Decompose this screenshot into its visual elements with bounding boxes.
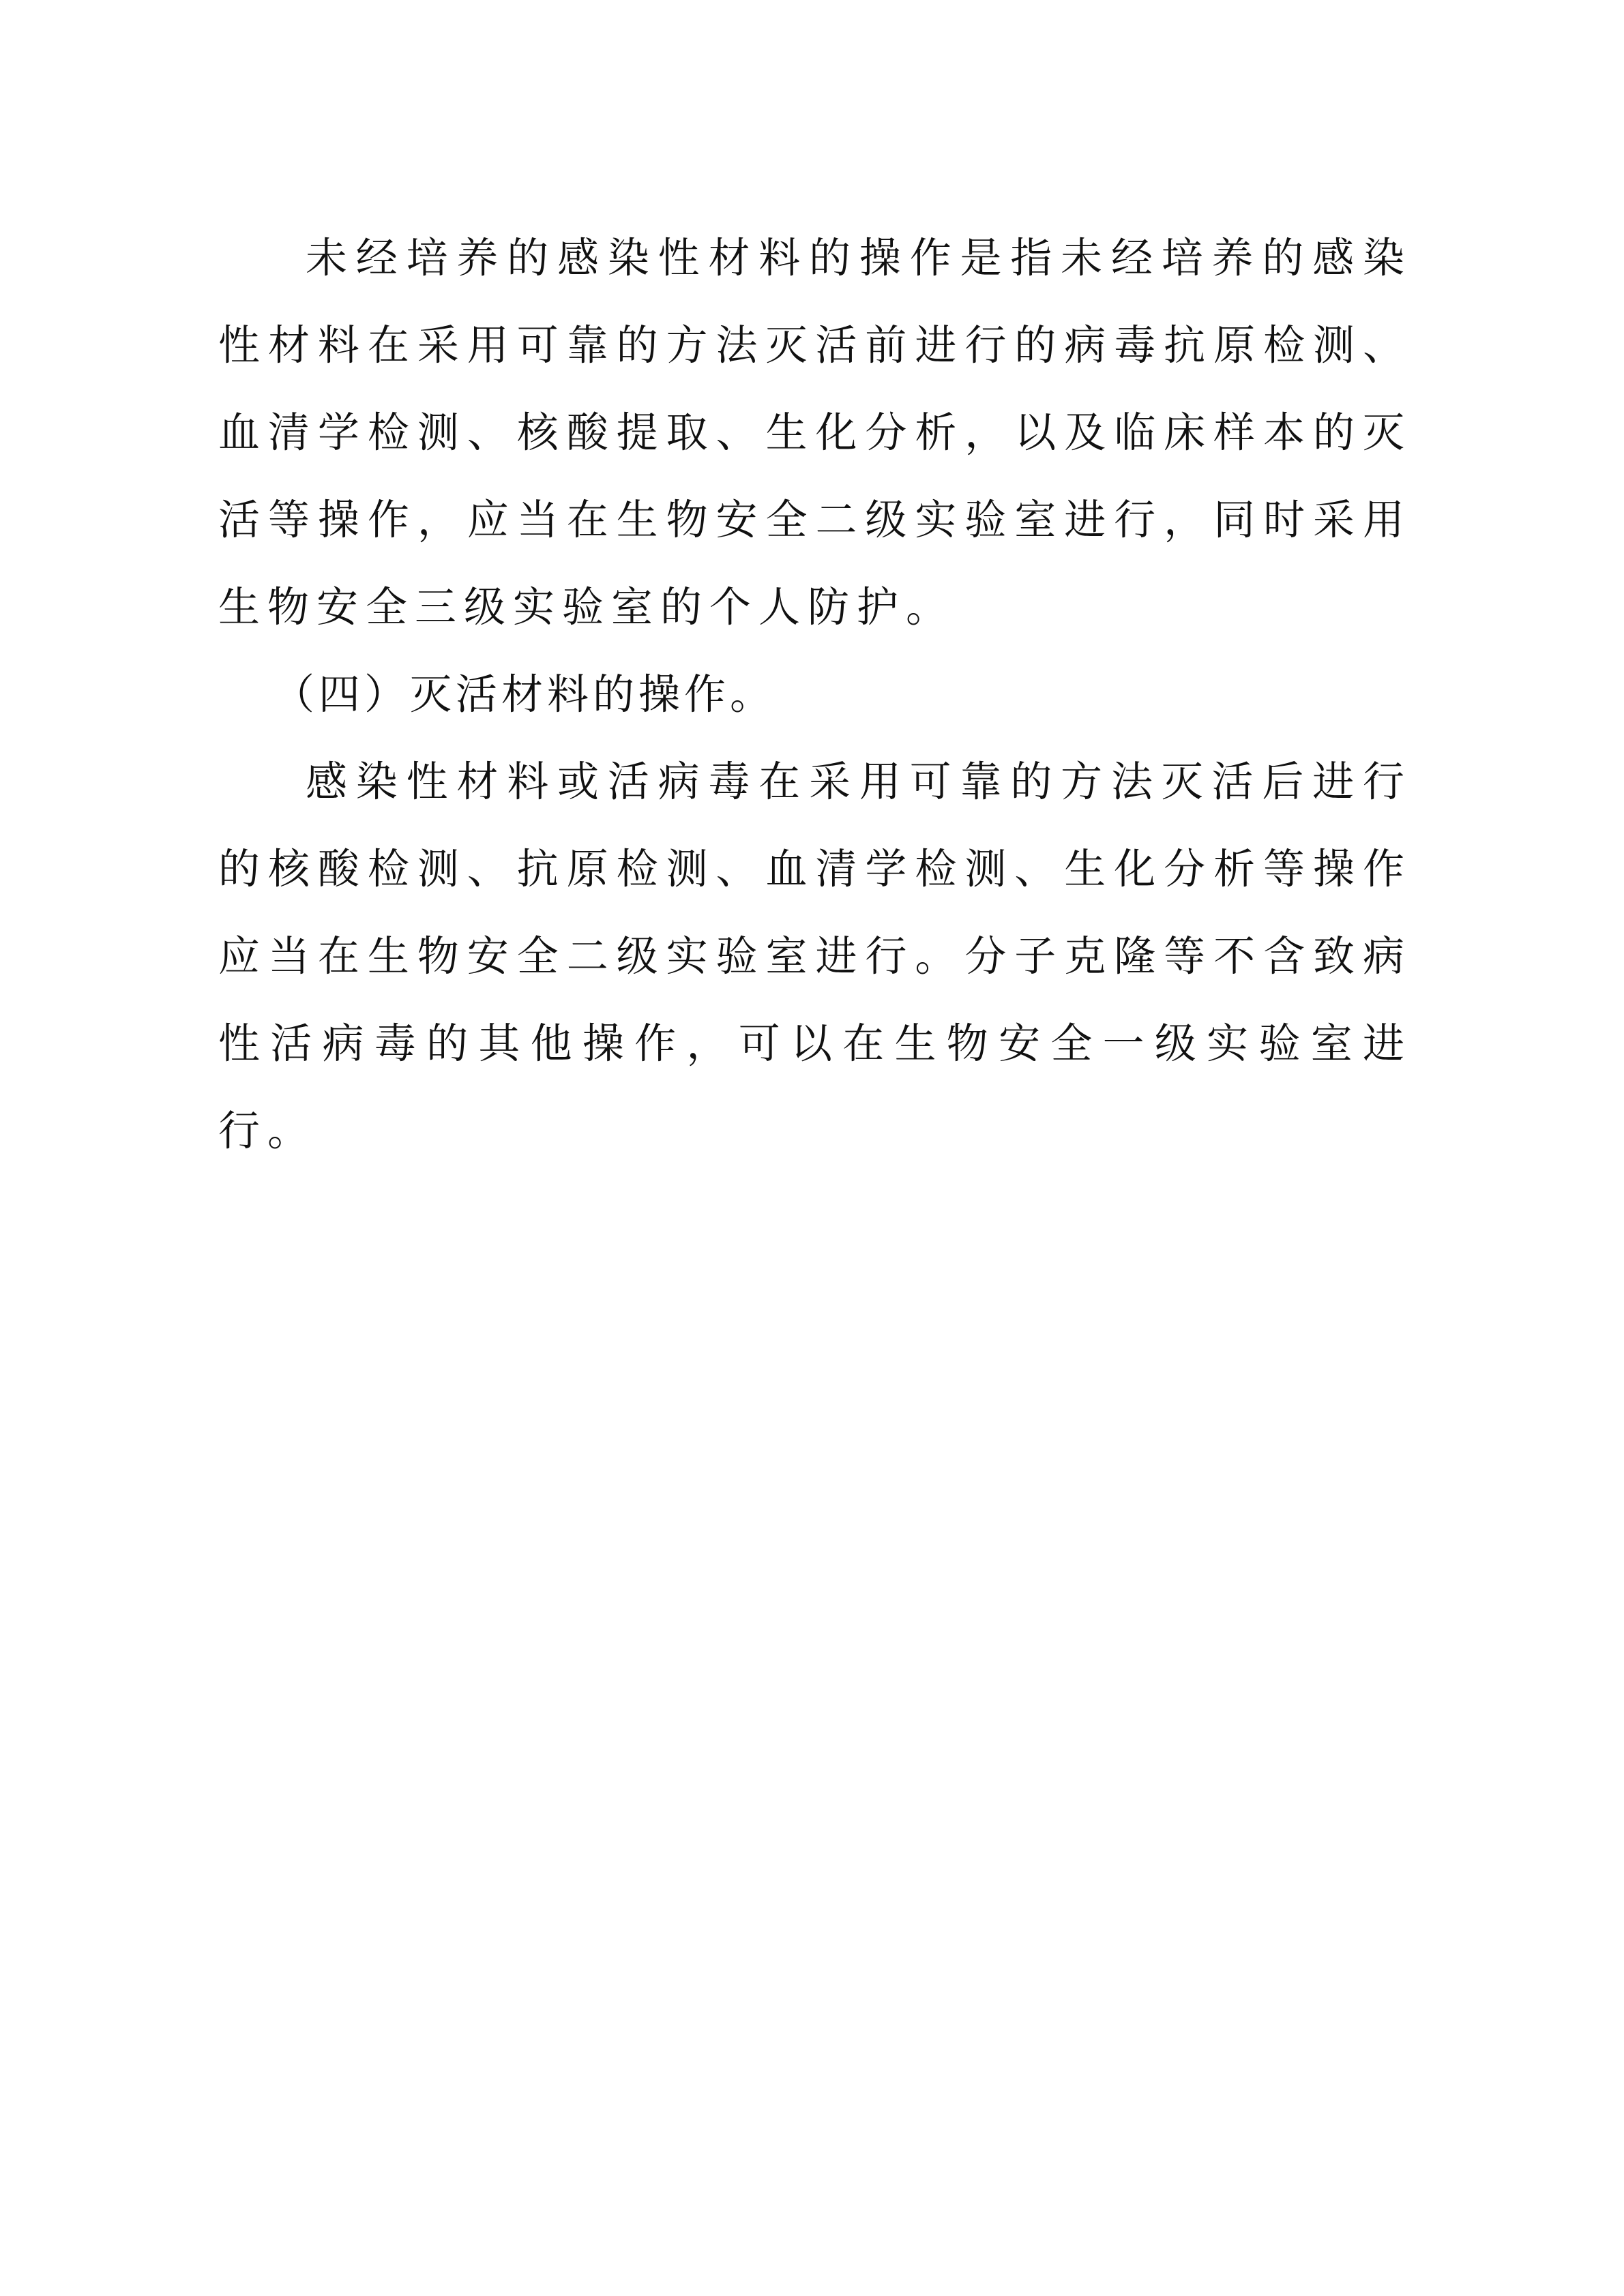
section-heading-inactivated-materials: （四）灭活材料的操作。 [273, 670, 776, 719]
paragraph-uncultured-materials: 未经培养的感染性材料的操作是指未经培养的感染性材料在采用可靠的方法灭活前进行的病毒抗原检测、血清学检测、核酸提取、生化分析，以及临床样本的灭活等操作，应当在生物安全二级实验室进行，同时采用生物安全三级实验室的个人防护。 [218, 234, 1412, 631]
document-body [218, 215, 1412, 1175]
paragraph-inactivated-materials: 感染性材料或活病毒在采用可靠的方法灭活后进行的核酸检测、抗原检测、血清学检测、生化分析等操作应当在生物安全二级实验室进行。分子克隆等不含致病性活病毒的其他操作，可以在生物安全一级实验室进行。 [218, 758, 1412, 1155]
